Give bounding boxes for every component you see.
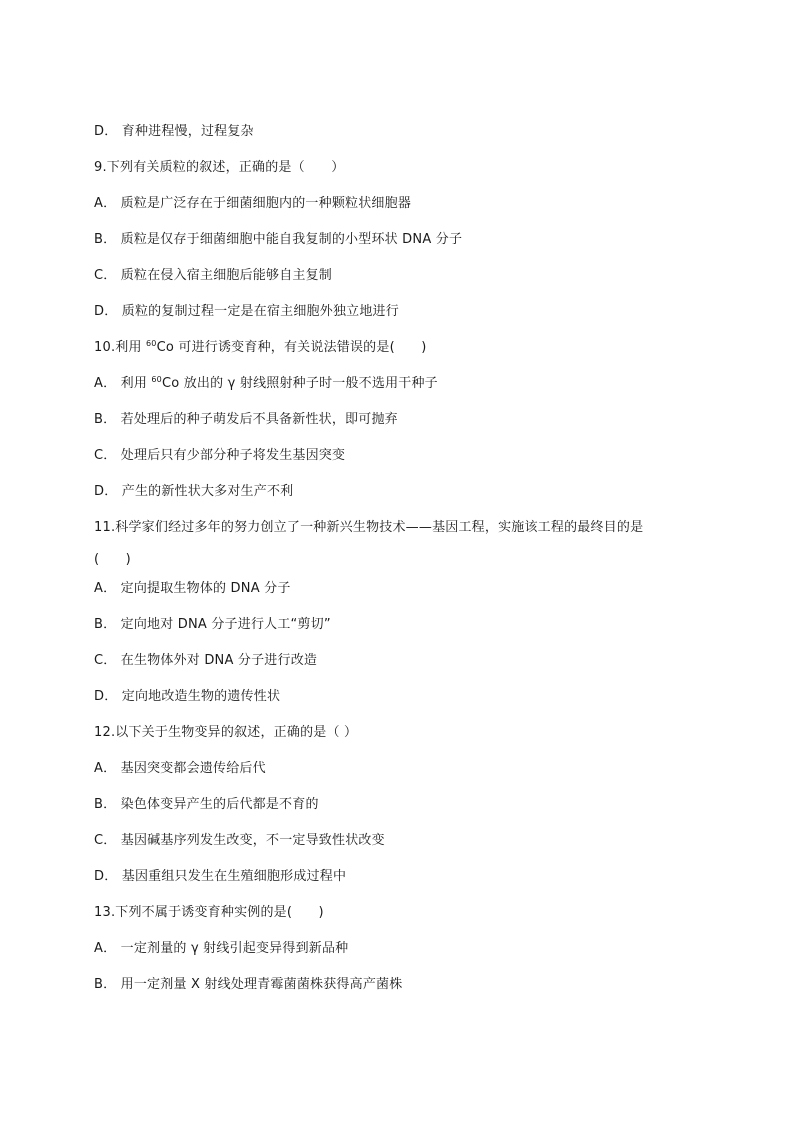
option-line: D． 质粒的复制过程一定是在宿主细胞外独立地进行: [94, 304, 399, 319]
question-line: 9.下列有关质粒的叙述，正确的是（ ）: [94, 160, 345, 175]
isotope-superscript: 60: [151, 375, 162, 384]
option-line: C． 质粒在侵入宿主细胞后能够自主复制: [94, 268, 333, 283]
question-line: 11.科学家们经过多年的努力创立了一种新兴生物技术——基因工程，实施该工程的最终目的是: [94, 520, 644, 535]
option-line: D． 产生的新性状大多对生产不利: [94, 484, 294, 499]
option-line: [94, 375, 438, 393]
option-line: D． 基因重组只发生在生殖细胞形成过程中: [94, 869, 347, 884]
option-line: B． 染色体变异产生的后代都是不育的: [94, 797, 319, 812]
option-line: A． 定向提取生物体的 DNA 分子: [94, 581, 291, 596]
question-line: 12.以下关于生物变异的叙述，正确的是（ ）: [94, 725, 358, 740]
isotope-superscript: 60: [146, 339, 157, 348]
option-text-after: Co 放出的 γ 射线照射种子时一般不选用干种子: [161, 376, 438, 391]
option-line: A． 基因突变都会遗传给后代: [94, 761, 266, 776]
option-line: C． 处理后只有少部分种子将发生基因突变: [94, 448, 346, 463]
question-text-after: Co 可进行诱变育种，有关说法错误的是( ): [156, 340, 427, 355]
option-text-before: A． 利用: [94, 376, 152, 391]
question-line: 13.下列不属于诱变育种实例的是( ): [94, 905, 324, 920]
question-text-before: 10.利用: [94, 340, 147, 355]
option-line: B． 用一定剂量 X 射线处理青霉菌菌株获得高产菌株: [94, 977, 403, 992]
option-line: D． 育种进程慢，过程复杂: [94, 124, 254, 139]
option-line: B． 质粒是仅存于细菌细胞中能自我复制的小型环状 DNA 分子: [94, 232, 463, 247]
question-line: [94, 339, 427, 357]
option-line: D． 定向地改造生物的遗传性状: [94, 689, 281, 704]
option-line: C． 基因碱基序列发生改变，不一定导致性状改变: [94, 833, 385, 848]
option-line: B． 定向地对 DNA 分子进行人工“剪切”: [94, 617, 331, 632]
option-line: A． 一定剂量的 γ 射线引起变异得到新品种: [94, 941, 349, 956]
option-line: A． 质粒是广泛存在于细菌细胞内的一种颗粒状细胞器: [94, 196, 412, 211]
option-line: C． 在生物体外对 DNA 分子进行改造: [94, 653, 318, 668]
option-line: B． 若处理后的种子萌发后不具备新性状，即可抛弃: [94, 412, 398, 427]
question-line: ( ): [94, 552, 131, 567]
